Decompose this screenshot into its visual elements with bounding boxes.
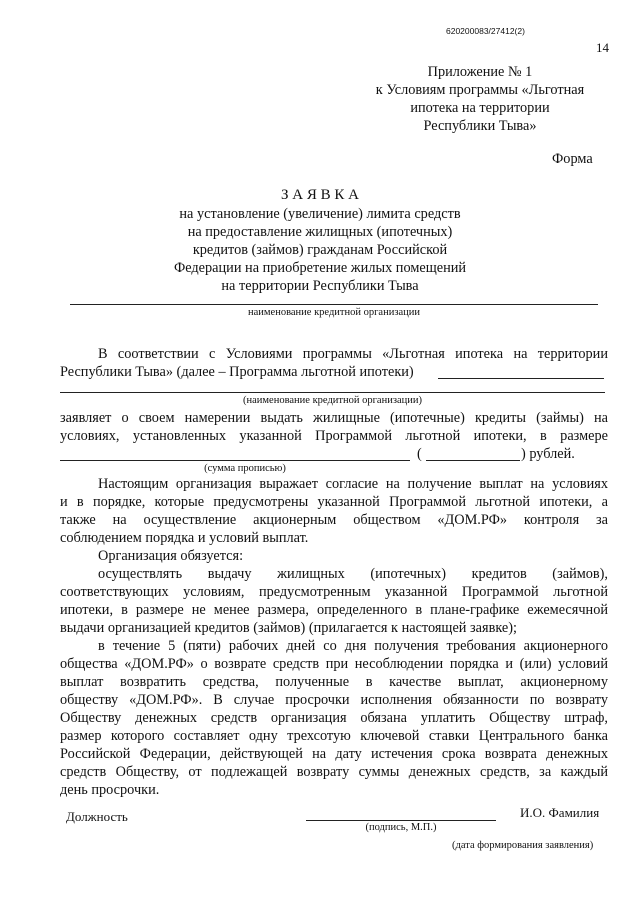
- sum-digits-field-line[interactable]: [426, 460, 520, 461]
- title-line-4: Федерации на приобретение жилых помещений: [173, 260, 467, 276]
- paragraph-6-line-2: общества «ДОМ.РФ» о возврате средств при несоблюдении порядка и (или) условий: [60, 656, 608, 672]
- paragraph-2-line-1: заявляет о своем намерении выдать жилищные (ипотечные) кредиты (займы) на: [60, 410, 608, 426]
- paragraph-4: Организация обязуется:: [98, 548, 244, 564]
- document-heading: З А Я В К А: [281, 187, 359, 203]
- title-line-3: кредитов (займов) гражданам Российской: [192, 242, 448, 258]
- paragraph-3-line-1: Настоящим организация выражает согласие на получение выплат на условиях: [98, 476, 608, 492]
- appendix-line-2: к Условиям программы «Льготная: [375, 82, 585, 98]
- paragraph-3-line-3: также на осуществление акционерным обществом «ДОМ.РФ» контроля за: [60, 512, 608, 528]
- org-name-field-line[interactable]: [70, 304, 598, 305]
- signature-caption: (подпись, М.П.): [365, 822, 437, 833]
- form-label: Форма: [552, 151, 593, 167]
- sum-words-caption: (сумма прописью): [204, 463, 286, 474]
- paragraph-6-line-7: Российской Федерации, действующей на дату истечения срока возврата денежных: [60, 746, 608, 762]
- paragraph-5-line-1: осуществлять выдачу жилищных (ипотечных) кредитов (займов),: [98, 566, 608, 582]
- title-line-2: на предоставление жилищных (ипотечных): [187, 224, 453, 240]
- paragraph-5-line-4: выдачи организацией кредитов (займов) (прилагается к настоящей заявке);: [60, 620, 517, 636]
- sum-words-field-line[interactable]: [60, 460, 410, 461]
- org-name-caption: наименование кредитной организации: [248, 307, 420, 318]
- paragraph-6-line-6: размер которого составляет одну трехсотую ключевой ставки Центрального банка: [60, 728, 608, 744]
- appendix-line-3: ипотека на территории: [410, 100, 550, 116]
- position-label: Должность: [66, 809, 128, 824]
- paragraph-6-line-5: Обществу денежных средств организация обязана уплатить Обществу штраф,: [60, 710, 608, 726]
- page-number: 14: [596, 40, 609, 55]
- date-caption: (дата формирования заявления): [452, 840, 594, 851]
- sum-rubles-label: ) рублей.: [521, 446, 575, 462]
- org-name-full-field-line[interactable]: [60, 392, 605, 393]
- title-line-5: на территории Республики Тыва: [221, 278, 419, 294]
- sum-open-paren: (: [417, 446, 422, 462]
- paragraph-1-line-2: Республики Тыва» (далее – Программа льготной ипотеки): [60, 364, 414, 380]
- org-name-inline-field-line[interactable]: [438, 378, 604, 379]
- name-label: И.О. Фамилия: [520, 805, 600, 820]
- appendix-line-1: Приложение № 1: [427, 64, 533, 80]
- org-name-paren-caption: (наименование кредитной организации): [243, 395, 422, 406]
- paragraph-6-line-1: в течение 5 (пяти) рабочих дней со дня получения требования акционерного: [98, 638, 608, 654]
- title-line-1: на установление (увеличение) лимита средств: [179, 206, 461, 222]
- paragraph-3-line-4: соблюдением порядка и условий выплат.: [60, 530, 309, 546]
- paragraph-3-line-2: и в порядке, которые предусмотрены указанной Программой льготной ипотеки, а: [60, 494, 608, 510]
- signature-field-line[interactable]: [306, 820, 496, 821]
- paragraph-5-line-3: ипотеки, в размере не менее размера, определенного в плане-графике ежемесячной: [60, 602, 608, 618]
- paragraph-6-line-3: выплат возвратить средства, полученные в качестве выплат, акционерному: [60, 674, 608, 690]
- document-id: 620200083/27412(2): [446, 26, 525, 36]
- paragraph-1-line-1: В соответствии с Условиями программы «Льготная ипотека на территории: [98, 346, 608, 362]
- paragraph-6-line-4: обществу «ДОМ.РФ». В случае просрочки исполнения обязанности по возврату: [60, 692, 608, 708]
- paragraph-2-line-2: условиях, установленных указанной Программой льготной ипотеки, в размере: [60, 428, 608, 444]
- paragraph-6-line-8: средств Обществу, от подлежащей возврату суммы денежных средств, за каждый: [60, 764, 608, 780]
- appendix-line-4: Республики Тыва»: [423, 118, 537, 134]
- paragraph-6-line-9: день просрочки.: [60, 782, 160, 798]
- paragraph-5-line-2: соответствующих условиям, предусмотренным указанной Программой льготной: [60, 584, 608, 600]
